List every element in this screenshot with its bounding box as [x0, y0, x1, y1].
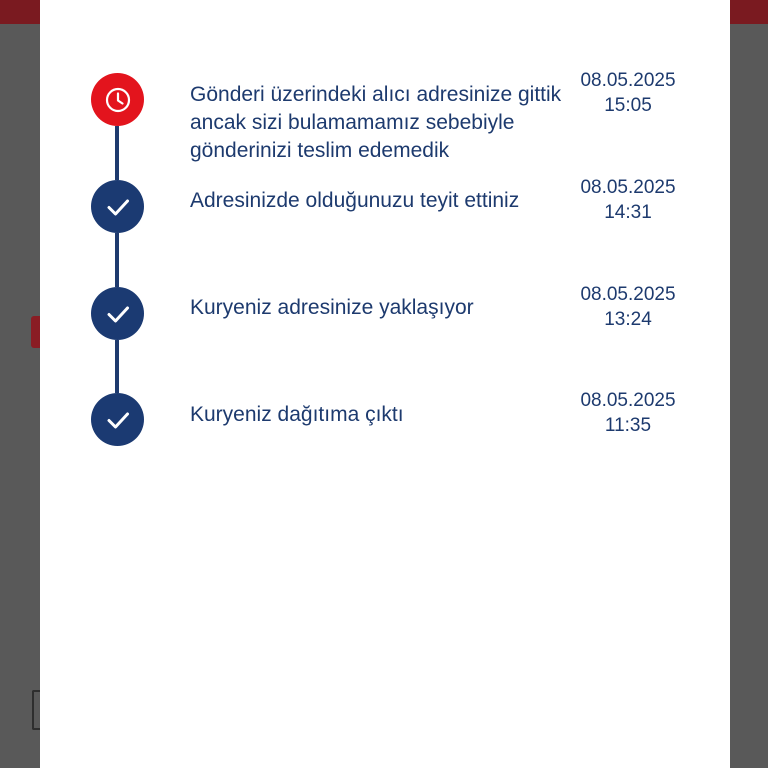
timeline-step-date: 08.05.2025: [580, 390, 676, 411]
timeline-step-time: 13:24: [604, 309, 652, 330]
timeline-step-date: 08.05.2025: [580, 70, 676, 91]
timeline-step-status: [91, 287, 144, 340]
timeline-step-date: 08.05.2025: [580, 284, 676, 305]
timeline-step-status: [91, 180, 144, 233]
timeline-step-time: 11:35: [604, 415, 652, 436]
timeline-step-description: Gönderi üzerindeki alıcı adresinize gittik ancak sizi bulamamamız sebebiyle gönderinizi teslim edemedik: [190, 83, 562, 162]
timeline-step-timestamp: [566, 282, 690, 332]
timeline-step-time: 14:31: [604, 202, 652, 223]
checkmark-icon: [103, 299, 133, 329]
checkmark-icon: [103, 192, 133, 222]
clock-icon: [103, 85, 133, 115]
timeline-step-description: Kuryeniz dağıtıma çıktı: [190, 403, 404, 426]
timeline-step-time: 15:05: [604, 95, 652, 116]
timeline-connector: [115, 126, 119, 180]
timeline-step-timestamp: [566, 388, 690, 438]
background-card-edge: [32, 690, 40, 730]
checkmark-icon: [103, 405, 133, 435]
timeline-connector: [115, 340, 119, 393]
timeline-step-date: 08.05.2025: [580, 177, 676, 198]
timeline-step-status: [91, 73, 144, 126]
timeline-connector: [115, 233, 119, 287]
shipment-history-sheet: [40, 0, 730, 768]
timeline-step-description: Adresinizde olduğunuzu teyit ettiniz: [190, 189, 520, 212]
timeline-step-timestamp: [566, 175, 690, 225]
tracking-timeline: [40, 0, 730, 768]
timeline-step-timestamp: [566, 68, 690, 118]
timeline-step-description: Kuryeniz adresinize yaklaşıyor: [190, 296, 474, 319]
timeline-step-status: [91, 393, 144, 446]
